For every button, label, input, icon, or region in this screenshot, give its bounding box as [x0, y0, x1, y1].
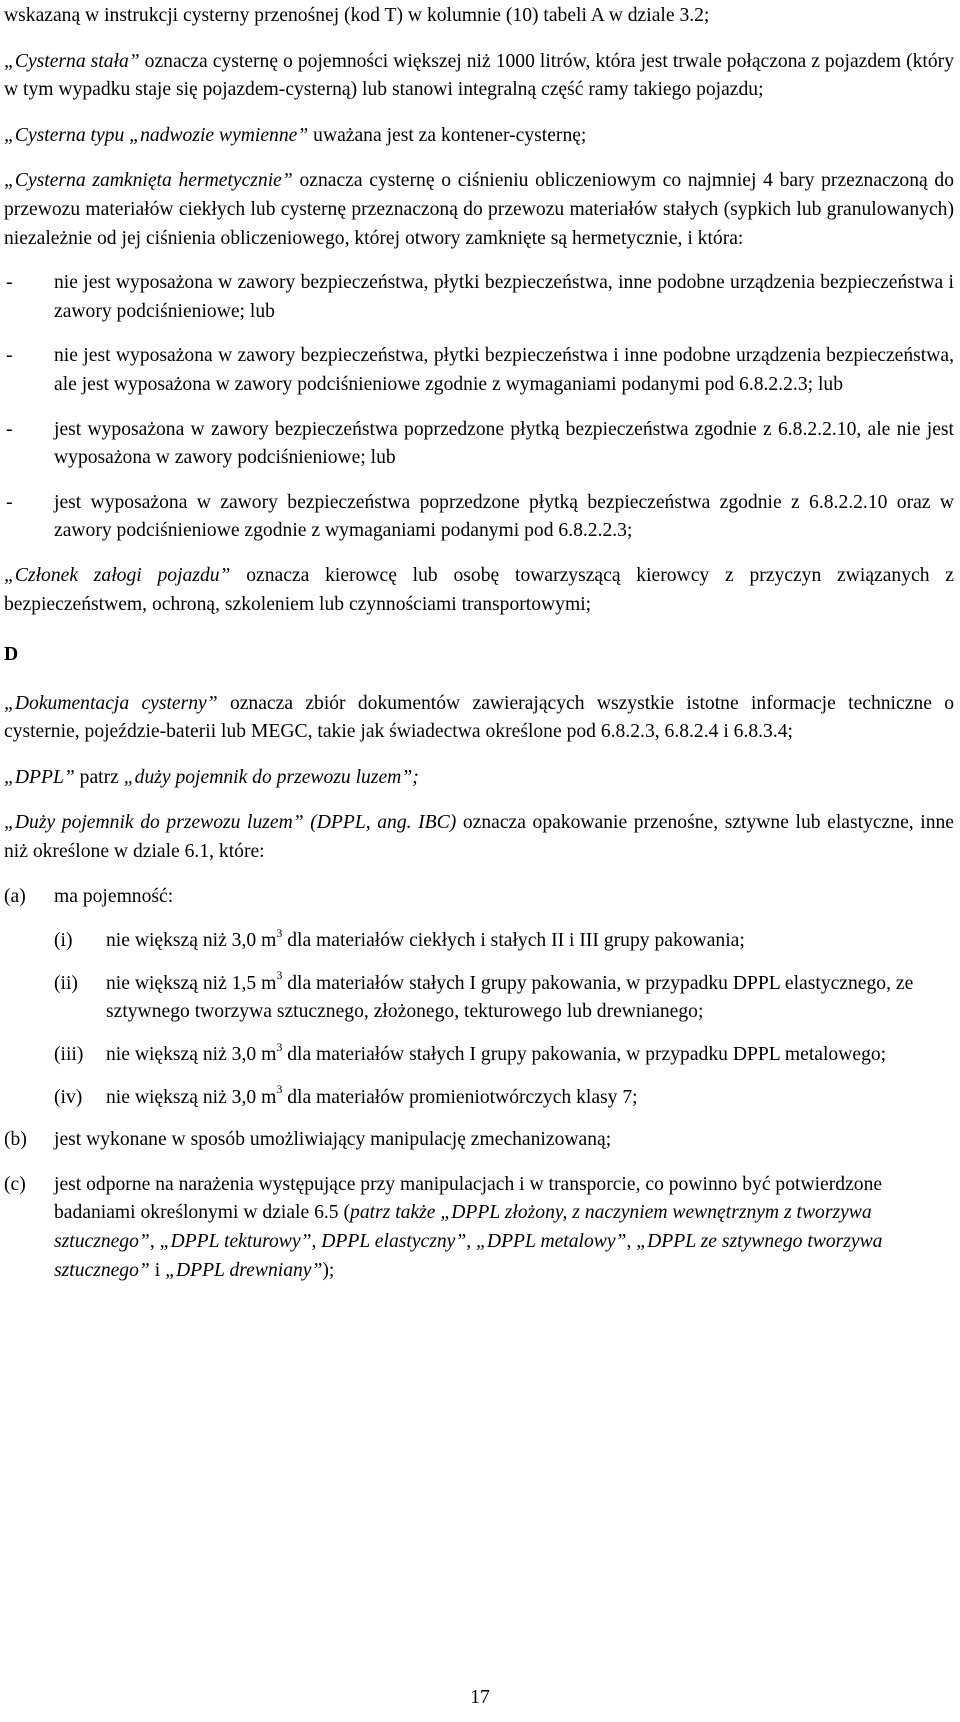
list-item-text: dla materiałów stałych I grupy pakowania, w przypadku DPPL elastycznego, ze sztywnego tworzywa sztucznego, złożonego, tekturowego lub drewnianego; — [106, 972, 914, 1023]
list-item-text: nie większą niż 3,0 m — [106, 930, 277, 952]
term: „Cysterna zamknięta hermetycznie” — [4, 170, 293, 192]
term: „Duży pojemnik do przewozu luzem” (DPPL, ang. IBC) — [4, 812, 457, 834]
page-number: 17 — [470, 1687, 490, 1708]
list-item-c — [4, 1171, 954, 1285]
superscript: 3 — [276, 1082, 283, 1097]
list-item-text: nie większą niż 3,0 m — [106, 1044, 277, 1066]
list-item — [4, 342, 954, 399]
cross-reference: „DPPL metalowy” — [476, 1231, 627, 1252]
separator: , — [626, 1231, 637, 1252]
list-item-text: dla materiałów stałych I grupy pakowania, w przypadku DPPL metalowego; — [282, 1044, 887, 1066]
list-marker: - — [6, 491, 13, 513]
superscript: 3 — [276, 925, 283, 940]
list-item-text: nie większą niż 3,0 m — [106, 1086, 277, 1108]
term: „DPPL” — [4, 766, 75, 788]
list-item-iv — [4, 1084, 954, 1113]
list-item-ii — [4, 970, 954, 1027]
list-item-i — [4, 927, 954, 956]
list-marker: (iv) — [54, 1086, 83, 1108]
list-item-text: jest wykonane w sposób umożliwiający manipulację zmechanizowaną; — [54, 1129, 612, 1151]
intro-paragraph — [4, 2, 954, 31]
intro-text: wskazaną w instrukcji cysterny przenośnej (kod T) w kolumnie (10) tabeli A w dziale 3.2; — [4, 5, 710, 26]
list-item — [4, 416, 954, 473]
list-marker: (b) — [4, 1129, 27, 1151]
definition-dppl — [4, 764, 954, 793]
definition-dokumentacja-cysterny — [4, 690, 954, 747]
list-marker: - — [6, 272, 13, 294]
list-item-text: jest wyposażona w zawory bezpieczeństwa poprzedzone płytką bezpieczeństwa zgodnie z 6.8.2.2.10, ale nie jest wyposażona w zawory podciśnieniowe; lub — [54, 418, 954, 469]
separator: i — [149, 1259, 166, 1281]
cross-reference: „DPPL złożony, z naczyniem wewnętrznym z tworzywa sztucznego” — [54, 1202, 872, 1252]
see-also-label: patrz także — [350, 1202, 436, 1224]
term: „Cysterna typu „nadwozie wymienne” — [4, 124, 309, 146]
list-item-text: ma pojemność: — [54, 885, 174, 907]
definition-text: oznacza cysternę o ciśnieniu obliczeniowym co najmniej 4 bary przeznaczoną do przewozu materiałów ciekłych lub cysternę przeznaczoną do przewozu materiałów stałych (sypkich lub granulowanych) niezależnie od jej ciśnienia obliczeniowego, której otwory zamknięte są hermetycznie, i która: — [4, 170, 955, 249]
list-marker: (a) — [4, 885, 26, 907]
cross-reference: „DPPL drewniany” — [165, 1259, 323, 1281]
list-item-text: jest wyposażona w zawory bezpieczeństwa poprzedzone płytką bezpieczeństwa zgodnie z 6.8.2.2.10 oraz w zawory podciśnieniowe zgodnie z wymaganiami podanymi pod 6.8.2.2.3; — [54, 491, 954, 542]
list-item-text: dla materiałów ciekłych i stałych II i III grupy pakowania; — [282, 930, 745, 952]
dash-list — [4, 269, 954, 546]
list-item-a — [4, 883, 954, 912]
superscript: 3 — [276, 1039, 283, 1054]
definition-nadwozie-wymienne — [4, 122, 954, 151]
definition-text: patrz — [74, 766, 124, 788]
term: „Cysterna stała” — [4, 50, 140, 72]
list-item-text: nie jest wyposażona w zawory bezpieczeństwa, płytki bezpieczeństwa i inne podobne urządzenia bezpieczeństwa, ale jest wyposażona w zawory podciśnieniowe zgodnie z wymaganiami podanymi pod 6.8.2.2.3; lub — [54, 345, 954, 395]
list-marker: (c) — [4, 1173, 26, 1195]
list-item — [4, 269, 954, 326]
list-marker: - — [6, 345, 13, 367]
list-item-text: nie jest wyposażona w zawory bezpieczeństwa, płytki bezpieczeństwa, inne podobne urządzenia bezpieczeństwa i zawory podciśnieniowe; lub — [54, 272, 954, 322]
separator: ); — [322, 1259, 335, 1281]
list-item-text: jest odporne na narażenia występujące przy manipulacjach i w transporcie, co powinno być potwierdzone badaniami określonymi w dziale 6.5 ( — [54, 1173, 883, 1224]
list-item-b — [4, 1126, 954, 1155]
definition-text: uważana jest za kontener-cysternę; — [308, 124, 587, 146]
list-item-text: dla materiałów promieniotwórczych klasy 7; — [282, 1086, 638, 1108]
cross-reference: DPPL elastyczny” — [321, 1231, 467, 1252]
superscript: 3 — [276, 968, 283, 983]
section-heading-d: D — [4, 644, 19, 666]
definition-text: oznacza opakowanie przenośne, sztywne lub elastyczne, inne niż określone w dziale 6.1, które: — [4, 812, 954, 863]
list-marker: - — [6, 418, 13, 440]
term: „Członek załogi pojazdu” — [4, 564, 231, 586]
definition-czlonek-zalogi — [4, 562, 954, 619]
list-item-text: nie większą niż 1,5 m — [106, 972, 277, 994]
definition-text: oznacza cysternę o pojemności większej niż 1000 litrów, która jest trwale połączona z pojazdem (który w tym wypadku staje się pojazdem-cysterną) lub stanowi integralną część ramy takiego pojazdu; — [4, 50, 954, 101]
term: „Dokumentacja cysterny” — [4, 692, 218, 714]
separator: , — [311, 1231, 322, 1252]
list-item — [4, 489, 954, 546]
cross-reference: „DPPL tekturowy” — [159, 1231, 312, 1252]
cross-reference: „DPPL ze sztywnego tworzywa sztucznego” — [54, 1231, 883, 1281]
cross-reference: „duży pojemnik do przewozu luzem”; — [123, 766, 419, 788]
definition-cysterna-zamknieta — [4, 167, 954, 253]
separator: , — [149, 1231, 160, 1252]
definition-text: oznacza zbiór dokumentów zawierających wszystkie istotne informacje techniczne o cysternie, pojeździe-baterii lub MEGC, takie jak świadectwa określone pod 6.8.2.3, 6.8.2.4 i 6.8.3.4; — [4, 692, 954, 743]
list-item-iii — [4, 1041, 954, 1070]
definition-cysterna-stala — [4, 48, 954, 105]
definition-duzy-pojemnik — [4, 809, 954, 866]
separator: , — [466, 1231, 477, 1252]
definition-text: oznacza kierowcę lub osobę towarzyszącą kierowcy z przyczyn związanych z bezpieczeństwem, ochroną, szkoleniem lub czynnościami transportowymi; — [4, 564, 954, 615]
list-marker: (ii) — [54, 972, 78, 994]
list-marker: (i) — [54, 930, 73, 952]
list-marker: (iii) — [54, 1044, 84, 1066]
